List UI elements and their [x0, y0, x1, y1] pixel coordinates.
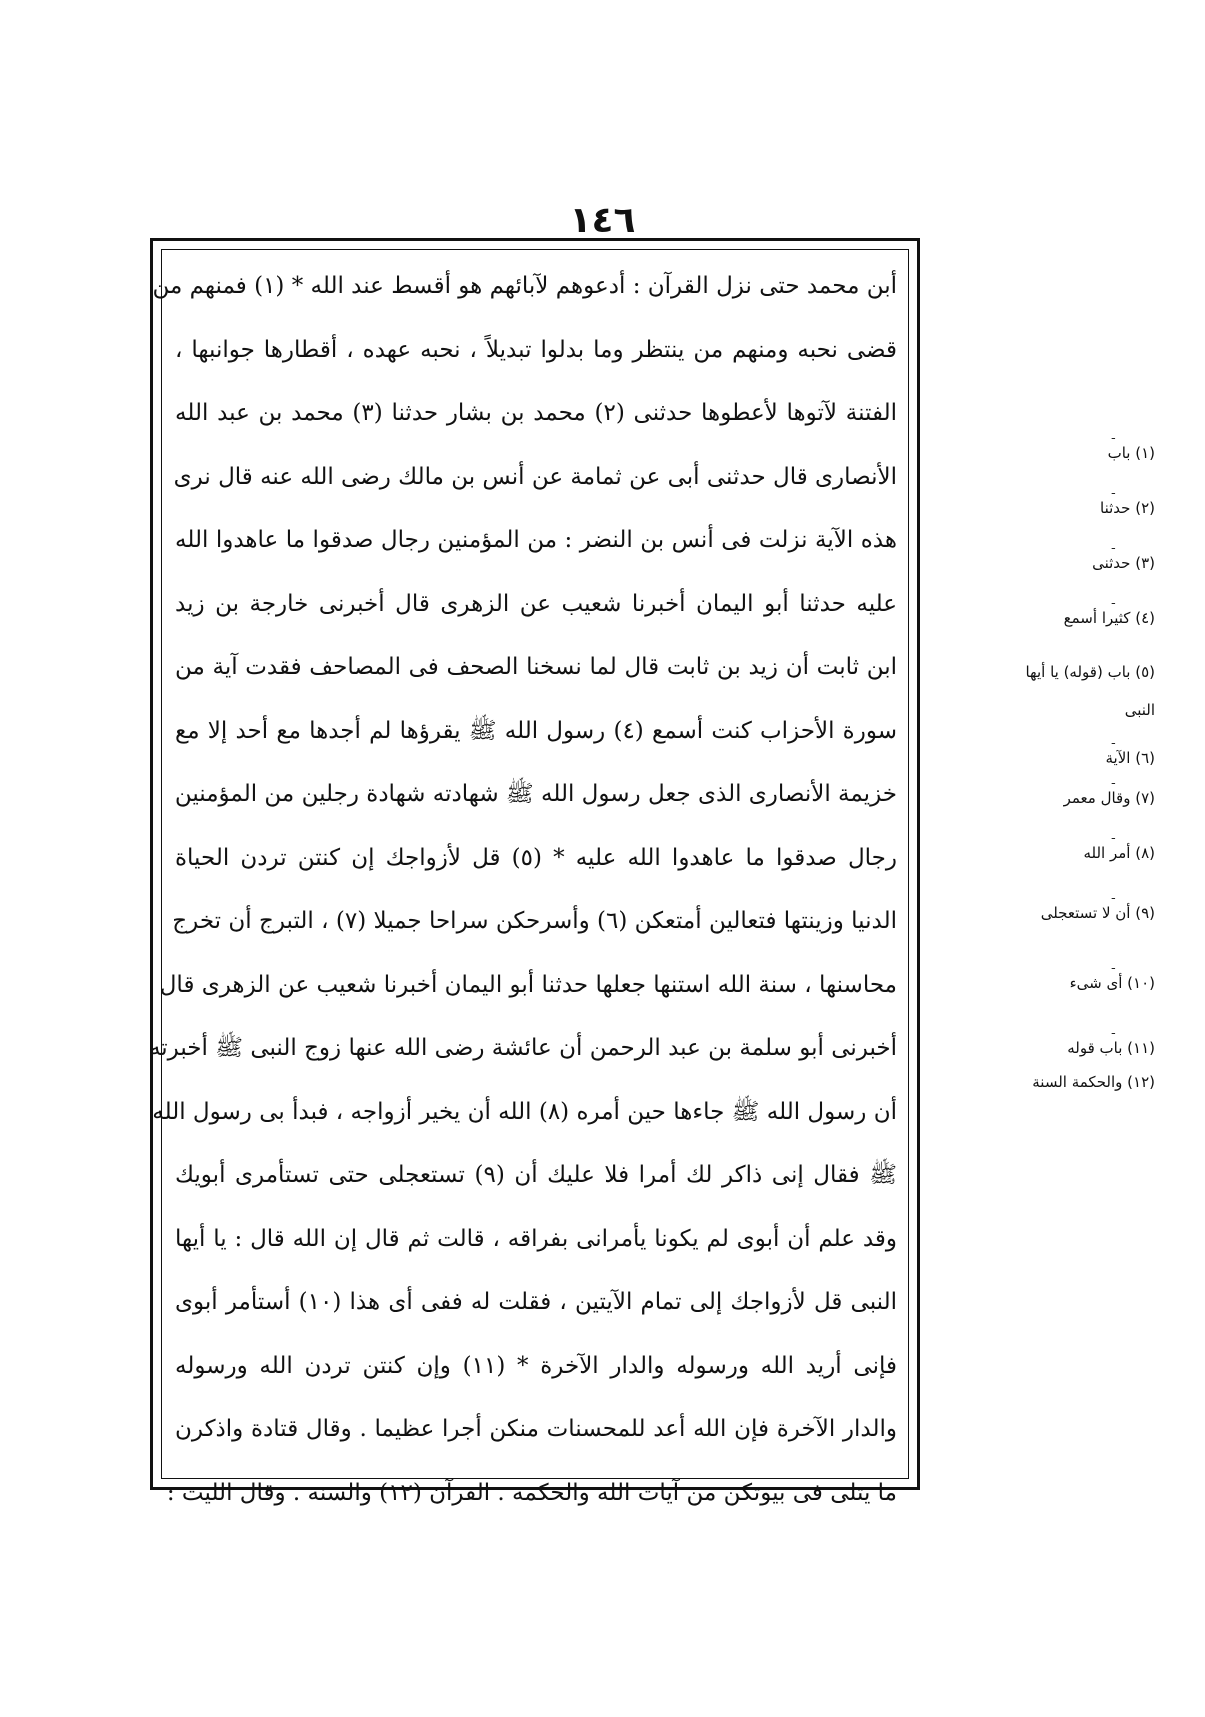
text-line-14: أن رسول الله ﷺ جاءها حين أمره (٨) الله أن يخير أزواجه ، فبدأ بى رسول الله	[152, 1098, 897, 1125]
text-line-6: عليه حدثنا أبو اليمان أخبرنا شعيب عن الزهرى قال أخبرنى خارجة بن زيد	[175, 590, 897, 617]
text-line-19: والدار الآخرة فإن الله أعد للمحسنات منكن أجرا عظيما . وقال قتادة واذكرن	[175, 1416, 897, 1442]
margin-note-label: النبى	[1124, 701, 1155, 719]
margin-note-label: (١٠) أى شىء	[1069, 974, 1155, 992]
margin-note-label: (٨) أمر الله	[1083, 844, 1155, 862]
margin-note-11	[925, 1025, 1155, 1060]
margin-note-2	[925, 485, 1155, 520]
text-line-9: خزيمة الأنصارى الذى جعل رسول الله ﷺ شهادته شهادة رجلين من المؤمنين	[174, 781, 897, 807]
margin-note-label: (٥) باب (قوله) يا أيها	[1025, 663, 1155, 681]
margin-note-mark: ـ	[1111, 594, 1115, 607]
margin-note-8	[925, 830, 1155, 865]
text-line-13: أخبرنى أبو سلمة بن عبد الرحمن أن عائشة رضى الله عنها زوج النبى ﷺ أخبرته	[148, 1035, 897, 1061]
text-frame-outer	[148, 238, 920, 1506]
margin-note-mark: ـ	[1111, 959, 1115, 972]
text-line-8: سورة الأحزاب كنت أسمع (٤) رسول الله ﷺ يقرؤها لم أجدها مع أحد إلا مع	[175, 717, 897, 744]
text-line-7: ابن ثابت أن زيد بن ثابت قال لما نسخنا الصحف فى المصاحف فقدت آية من	[175, 654, 897, 680]
margin-note-label: (١١) باب قوله	[1067, 1039, 1155, 1057]
margin-note-label: (٤) كثيرا أسمع	[1063, 609, 1155, 627]
margin-note-7	[925, 775, 1155, 810]
main-text-block	[148, 255, 898, 1525]
margin-note-1	[925, 430, 1155, 465]
margin-note-label: (٧) وقال معمر	[1063, 789, 1155, 807]
margin-note-mark: ـ	[1111, 429, 1115, 442]
margin-note-mark: ـ	[1111, 539, 1115, 552]
margin-note-label: (٢) حدثنا	[1100, 499, 1155, 517]
text-line-12: محاسنها ، سنة الله استنها جعلها حدثنا أبو اليمان أخبرنا شعيب عن الزهرى قال	[159, 971, 897, 998]
text-line-2: قضى نحبه ومنهم من ينتظر وما بدلوا تبديلاً ، نحبه عهده ، أقطارها جوانبها ،	[175, 336, 897, 363]
text-line-16: وقد علم أن أبوى لم يكونا يأمرانى بفراقه ، قالت ثم قال إن الله قال : يا أيها	[175, 1225, 897, 1252]
margin-note-label: (١) باب	[1107, 444, 1155, 462]
margin-note-mark: ـ	[1111, 1024, 1115, 1037]
margin-note-9	[925, 890, 1155, 925]
margin-note-label: (٩) أن لا تستعجلى	[1040, 904, 1155, 922]
text-line-4: الأنصارى قال حدثنى أبى عن ثمامة عن أنس بن مالك رضى الله عنه قال نرى	[173, 463, 897, 490]
margin-note-mark: ـ	[1111, 734, 1115, 747]
text-line-3: الفتنة لآتوها لأعطوها حدثنى (٢) محمد بن بشار حدثنا (٣) محمد بن عبد الله	[175, 400, 898, 426]
margin-note-4	[925, 595, 1155, 630]
text-line-20: ما يتلى فى بيوتكن من آيات الله والحكمة . القرآن (١٢) والسنة . وقال الليث :	[166, 1479, 897, 1506]
page-number: ١٤٦	[569, 200, 636, 241]
text-line-1: أبن محمد حتى نزل القرآن : أدعوهم لآبائهم هو أقسط عند الله * (١) فمنهم من	[152, 273, 897, 299]
margin-note-5b	[925, 698, 1155, 722]
text-line-18: فإنى أريد الله ورسوله والدار الآخرة * (١١) وإن كنتن تردن الله ورسوله	[175, 1352, 897, 1379]
text-line-11: الدنيا وزينتها فتعالين أمتعكن (٦) وأسرحكن سراحا جميلا (٧) ، التبرج أن تخرج	[172, 908, 897, 934]
margin-note-mark: ـ	[1111, 889, 1115, 902]
text-line-17: النبى قل لأزواجك إلى تمام الآيتين ، فقلت له ففى أى هذا (١٠) أستأمر أبوى	[175, 1289, 897, 1315]
text-line-10: رجال صدقوا ما عاهدوا الله عليه * (٥) قل لأزواجك إن كنتن تردن الحياة	[175, 844, 897, 871]
margin-note-mark: ـ	[1111, 484, 1115, 497]
margin-note-label: (٣) حدثنى	[1092, 554, 1155, 572]
margin-note-6	[925, 735, 1155, 770]
margin-note-10	[925, 960, 1155, 995]
margin-note-label: (١٢) والحكمة السنة	[1032, 1073, 1155, 1091]
margin-note-3	[925, 540, 1155, 575]
text-line-15: ﷺ فقال إنى ذاكر لك أمرا فلا عليك أن (٩) تستعجلى حتى تستأمرى أبويك	[175, 1162, 897, 1188]
margin-note-label: (٦) الآية	[1105, 749, 1155, 767]
margin-note-mark: ـ	[1111, 829, 1115, 842]
text-line-5: هذه الآية نزلت فى أنس بن النضر : من المؤمنين رجال صدقوا ما عاهدوا الله	[175, 527, 897, 553]
margin-note-5	[925, 660, 1155, 684]
margin-note-mark: ـ	[1111, 774, 1115, 787]
margin-note-12	[925, 1070, 1155, 1094]
